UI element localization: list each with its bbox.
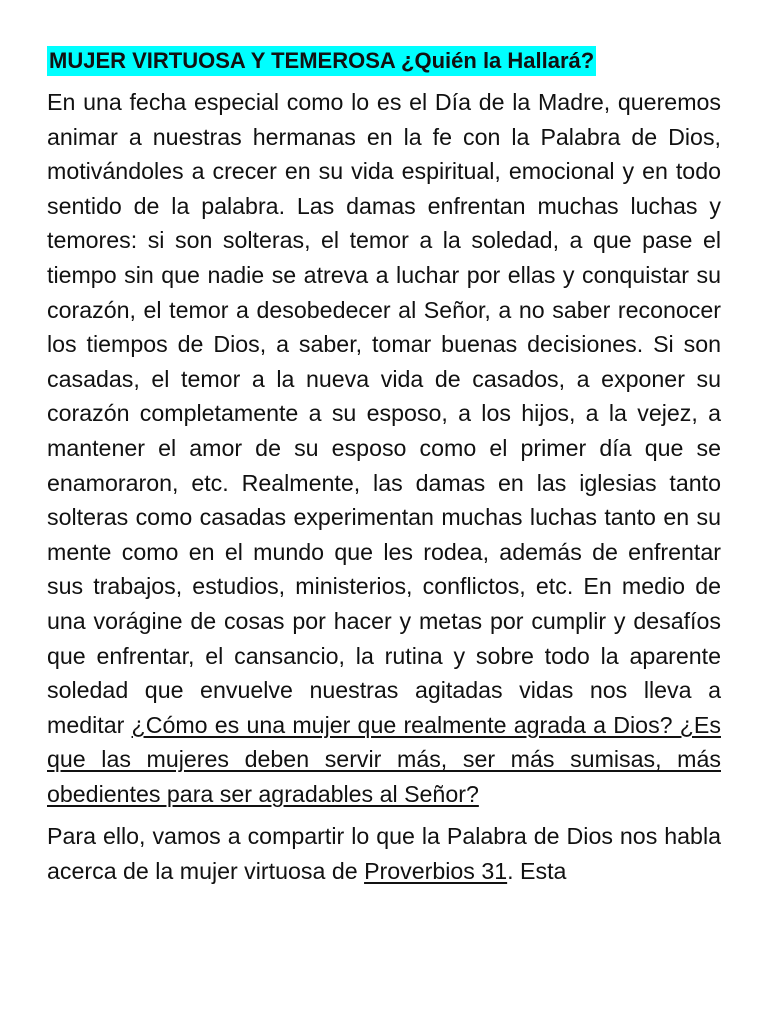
paragraph-proverbs-tail: . Esta <box>507 858 567 885</box>
paragraph-intro <box>47 85 721 811</box>
proverbios-31-link[interactable]: Proverbios 31 <box>364 858 508 885</box>
paragraph-proverbs-text: Para ello, vamos a compartir lo que la Palabra de Dios nos habla acerca de la mujer virtuosa de <box>47 823 721 885</box>
document-title: MUJER VIRTUOSA Y TEMEROSA ¿Quién la Hallará? <box>47 46 596 76</box>
underlined-question: ¿Cómo es una mujer que realmente agrada a Dios? ¿Es que las mujeres deben servir más, ser más sumisas, más obedientes para ser agradables al Señor? <box>47 711 721 807</box>
paragraph-intro-text: En una fecha especial como lo es el Día de la Madre, queremos animar a nuestras hermanas en la fe con la Palabra de Dios, motivándoles a crecer en su vida espiritual, emocional y en todo sentido de la palabra. Las damas enfrentan muchas luchas y temores: si son solteras, el temor a la soledad, a que pase el tiempo sin que nadie se atreva a luchar por ellas y conquistar su corazón, el temor a desobedecer al Señor, a no saber reconocer los tiempos de Dios, a saber, tomar buenas decisiones. Si son casadas, el temor a la nueva vida de casados, a exponer su corazón completamente a su esposo, a los hijos, a la vejez, a mantener el amor de su esposo como el primer día que se enamoraron, etc. Realmente, las damas en las iglesias tanto solteras como casadas experimentan muchas luchas tanto en su mente como en el mundo que les rodea, además de enfrentar sus trabajos, estudios, ministerios, conflictos, etc. En medio de una vorágine de cosas por hacer y metas por cumplir y desafíos que enfrentar, el cansancio, la rutina y sobre todo la aparente soledad que envuelve nuestras agitadas vidas nos lleva a meditar <box>47 89 721 738</box>
paragraph-proverbs <box>47 819 721 888</box>
document-title-line <box>47 44 721 78</box>
